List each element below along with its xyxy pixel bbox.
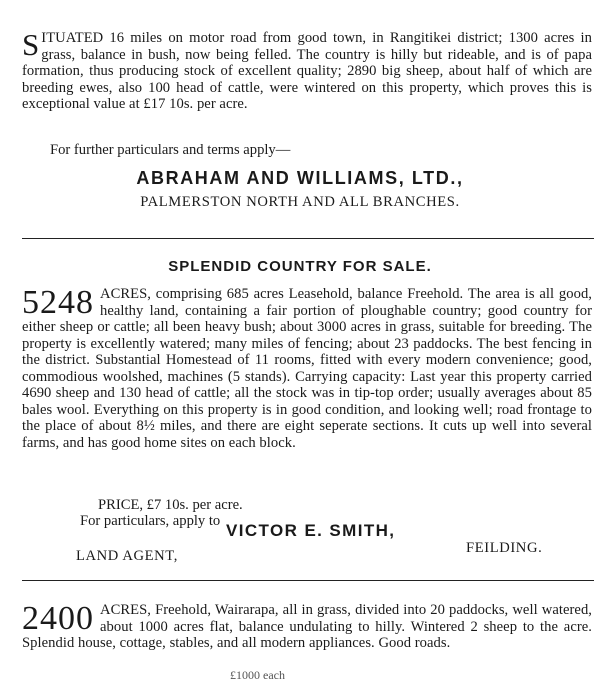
ad2-town: FEILDING.	[466, 540, 543, 556]
ad1-further-particulars: For further particulars and terms apply—	[50, 142, 291, 158]
ad2-particulars: For particulars, apply to	[80, 513, 221, 529]
ad1-firm-branches: PALMERSTON NORTH AND ALL BRANCHES.	[140, 194, 460, 210]
ad2-price: PRICE, £7 10s. per acre.	[98, 497, 243, 513]
ad3-cut-off-text: £1000 each	[230, 668, 285, 682]
ad2-acre-number: 5248	[22, 284, 94, 321]
ad2-body	[22, 286, 592, 451]
ad3-text: ACRES, Freehold, Wairarapa, all in grass, divided into 20 paddocks, well watered, about 1000 acres flat, balance undulating to hilly. Wintered 2 sheep to the acre. Splendid house, cottage, stables, and all modern appliances. Good roads.	[22, 602, 592, 651]
ad2-agent-name: VICTOR E. SMITH,	[226, 521, 396, 540]
ad2-agent-role: LAND AGENT,	[76, 548, 178, 564]
divider-rule-2	[22, 580, 594, 581]
ad2-text: ACRES, comprising 685 acres Leasehold, balance Freehold. The area is all good, healthy land, containing a fair portion of ploughable country; good country for either sheep or cattle; all been heavy bush; about 3000 acres in grass, suitable for breeding. The property is excellently watered; many miles of fencing; about 23 paddocks. The best fencing in the district. Substantial Homestead of 11 rooms, fitted with every modern convenience; good, commodious woolshed, machines (5 stands). Carrying capacity: Last year this property carried 4690 sheep and 130 head of cattle; all the stock was in tip-top order; usually averages about 85 bales wool. Everything on this property is in good condition, and looking well; road frontage to the place of about 8½ miles, and there are eight seperate sections. It cuts up well into several farms, and has good home sites on each block.	[22, 286, 592, 451]
ad1-firm-name: ABRAHAM AND WILLIAMS, LTD.,	[136, 168, 464, 188]
ad1-text: ITUATED 16 miles on motor road from good town, in Rangitikei district; 1300 acres in grass, balance in bush, now being felled. The country is hilly but rideable, and is of papa formation, thus producing stock of excellent quality; 2890 big sheep, about half of which are breeding ewes, also 100 head of cattle, were wintered on this property, which proves this is exceptional value at £17 10s. per acre.	[22, 30, 592, 112]
ad2-heading: SPLENDID COUNTRY FOR SALE.	[168, 258, 432, 275]
divider-rule-1	[22, 238, 594, 239]
ad1-body	[22, 27, 592, 113]
ad3-acre-number: 2400	[22, 600, 94, 637]
ad1-dropcap: S	[22, 27, 40, 62]
ad3-body	[22, 602, 592, 652]
